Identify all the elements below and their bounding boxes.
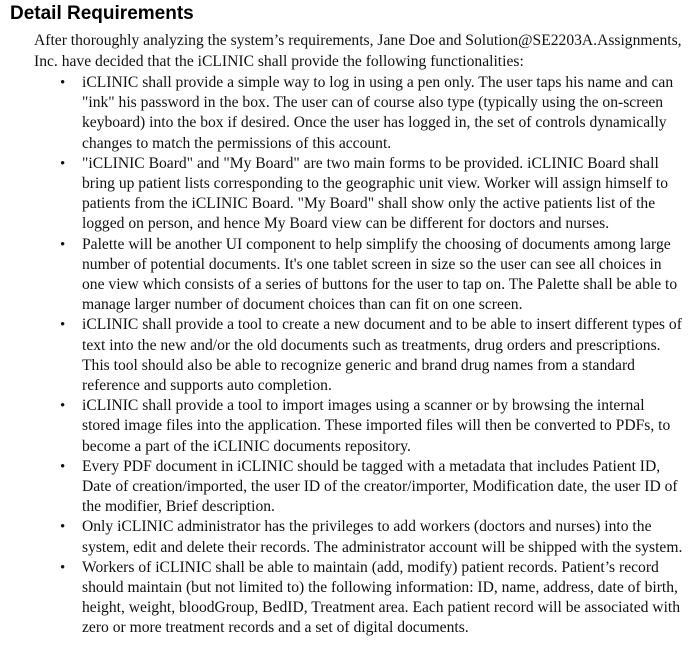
requirement-text: iCLINIC shall provide a simple way to log in using a pen only. The user taps his name and can "ink" his password in the box. The user can of course also type (typically using the on-screen keyboard) into the box if desired. Once the user has logged in, the set of controls dynamically changes to match the permissions of this account. [82,74,674,152]
requirement-item-image-import [0,396,688,457]
section-heading: Detail Requirements [10,3,194,24]
intro-paragraph: After thoroughly analyzing the system’s requirements, Jane Doe and Solution@SE2203A.Assignments, Inc. have decided that the iCLINIC shall provide the following functionalities: [34,32,682,70]
bullet-icon: • [60,75,66,91]
bullet-icon: • [60,155,66,172]
requirement-item-login [0,73,688,154]
bullet-icon: • [60,519,66,536]
bullet-icon: • [60,236,66,253]
requirement-text: Every PDF document in iCLINIC should be tagged with a metadata that includes Patient ID, Date of creation/imported, the user ID of the creator/importer, Modification date, the user ID of the modifier, Brief description. [82,457,678,516]
requirement-item-document-tool [0,315,688,396]
requirement-text: iCLINIC shall provide a tool to create a new document and to be able to insert different types of text into the new and/or the old documents such as treatments, drug orders and prescriptions. This tool should also be able to recognize generic and brand drug names from a standard reference and supports auto completion. [82,316,682,395]
requirements-list [0,73,688,639]
bullet-icon: • [60,317,66,334]
requirement-text: Workers of iCLINIC shall be able to maintain (add, modify) patient records. Patient’s record should maintain (but not limited to) the following information: ID, name, address, date of birth, height, weight, bloodGroup, BedID, Treatment area. Each patient record will be associated with zero or more treatment records and a set of digital documents. [82,558,681,637]
requirement-text: Palette will be another UI component to help simplify the choosing of documents among large number of potential documents. It's one tablet screen in size so the user can see all choices in one view which consists of a series of buttons for the user to tap on. The Palette shall be able to manage larger number of document choices than can fit on one screen. [82,235,678,314]
bullet-icon: • [60,398,66,415]
requirement-item-administrator [0,517,688,557]
requirement-text: Only iCLINIC administrator has the privileges to add workers (doctors and nurses) into the system, edit and delete their records. The administrator account will be shipped with the system. [82,518,683,556]
requirement-text: "iCLINIC Board" and "My Board" are two main forms to be provided. iCLINIC Board shall bring up patient lists corresponding to the geographic unit view. Worker will assign himself to patients from the iCLINIC Board. "My Board" shall show only the active patients list of the logged on person, and hence My Board view can be different for doctors and nurses. [82,154,669,233]
requirement-item-palette [0,235,688,316]
requirement-item-patient-records [0,558,688,639]
requirement-item-boards [0,154,688,235]
bullet-icon: • [60,559,66,576]
requirement-item-pdf-metadata [0,457,688,518]
bullet-icon: • [60,458,66,475]
requirement-text: iCLINIC shall provide a tool to import images using a scanner or by browsing the internal stored image files into the application. These imported files will then be converted to PDFs, to become a part of the iCLINIC documents repository. [82,397,671,455]
